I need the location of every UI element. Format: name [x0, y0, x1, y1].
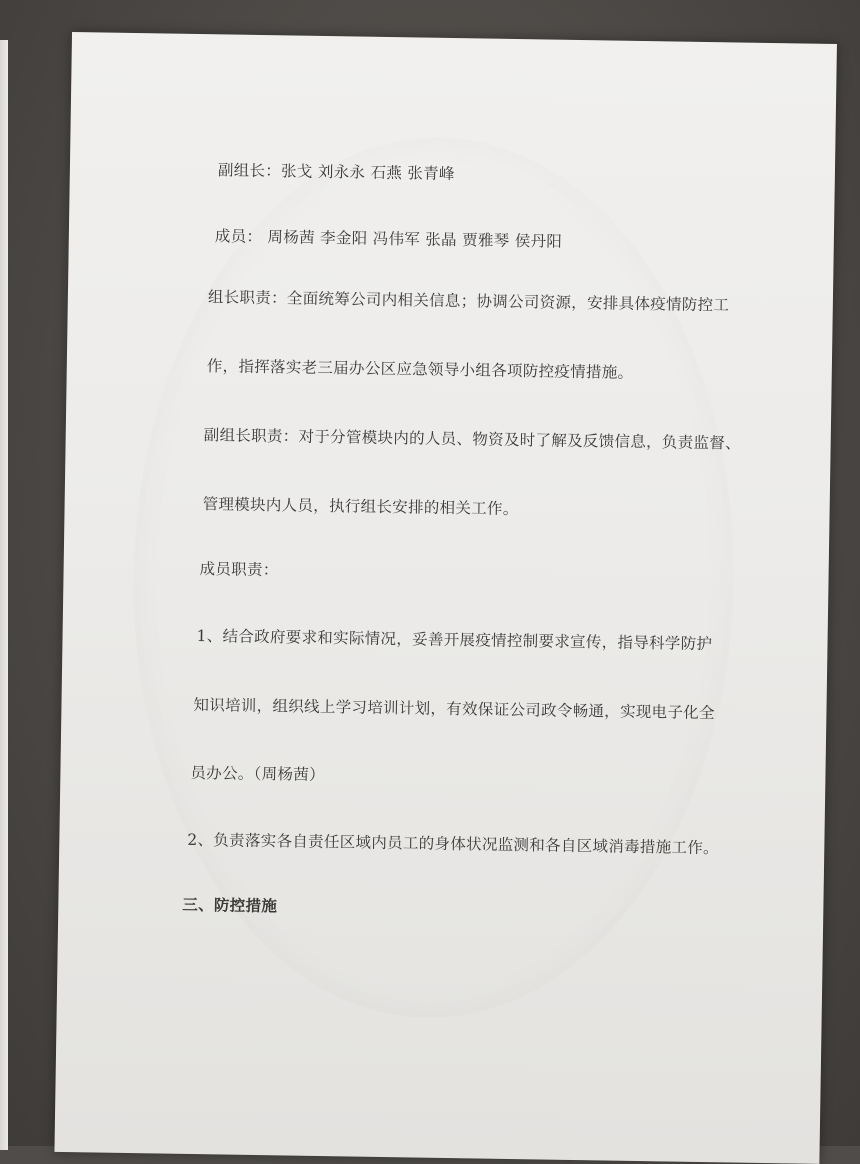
- member-duty-heading: 成员职责：: [199, 560, 279, 580]
- duty-item-1-line-3: 员办公。（周杨茜）: [190, 763, 326, 785]
- leader-duty-line-2: 作，指挥落实老三届办公区应急领导小组各项防控疫情措施。: [206, 357, 634, 382]
- duty-item-1-line-1: 1、结合政府要求和实际情况，妥善开展疫情控制要求宣传，指导科学防护: [196, 627, 713, 654]
- section-heading-prevention-measures: 三、防控措施: [182, 894, 278, 916]
- members-line: 成员： 周杨茜 李金阳 冯伟军 张晶 贾雅琴 侯丹阳: [214, 227, 563, 251]
- deputy-duty-line-2: 管理模块内人员，执行组长安排的相关工作。: [202, 495, 519, 519]
- document-page: [54, 32, 836, 1164]
- leader-duty-line-1: 组长职责：全面统筹公司内相关信息；协调公司资源，安排具体疫情防控工: [207, 288, 730, 315]
- duty-item-2: 2、负责落实各自责任区域内员工的身体状况监测和各自区域消毒措施工作。: [187, 830, 720, 858]
- adjacent-page-edge: [0, 40, 8, 1150]
- deputy-duty-line-1: 副组长职责：对于分管模块内的人员、物资及时了解及反馈信息，负责监督、: [203, 426, 742, 453]
- duty-item-1-line-2: 知识培训，组织线上学习培训计划，有效保证公司政令畅通，实现电子化全: [193, 695, 715, 723]
- deputy-leaders-line: 副组长：张戈 刘永永 石燕 张青峰: [217, 161, 455, 184]
